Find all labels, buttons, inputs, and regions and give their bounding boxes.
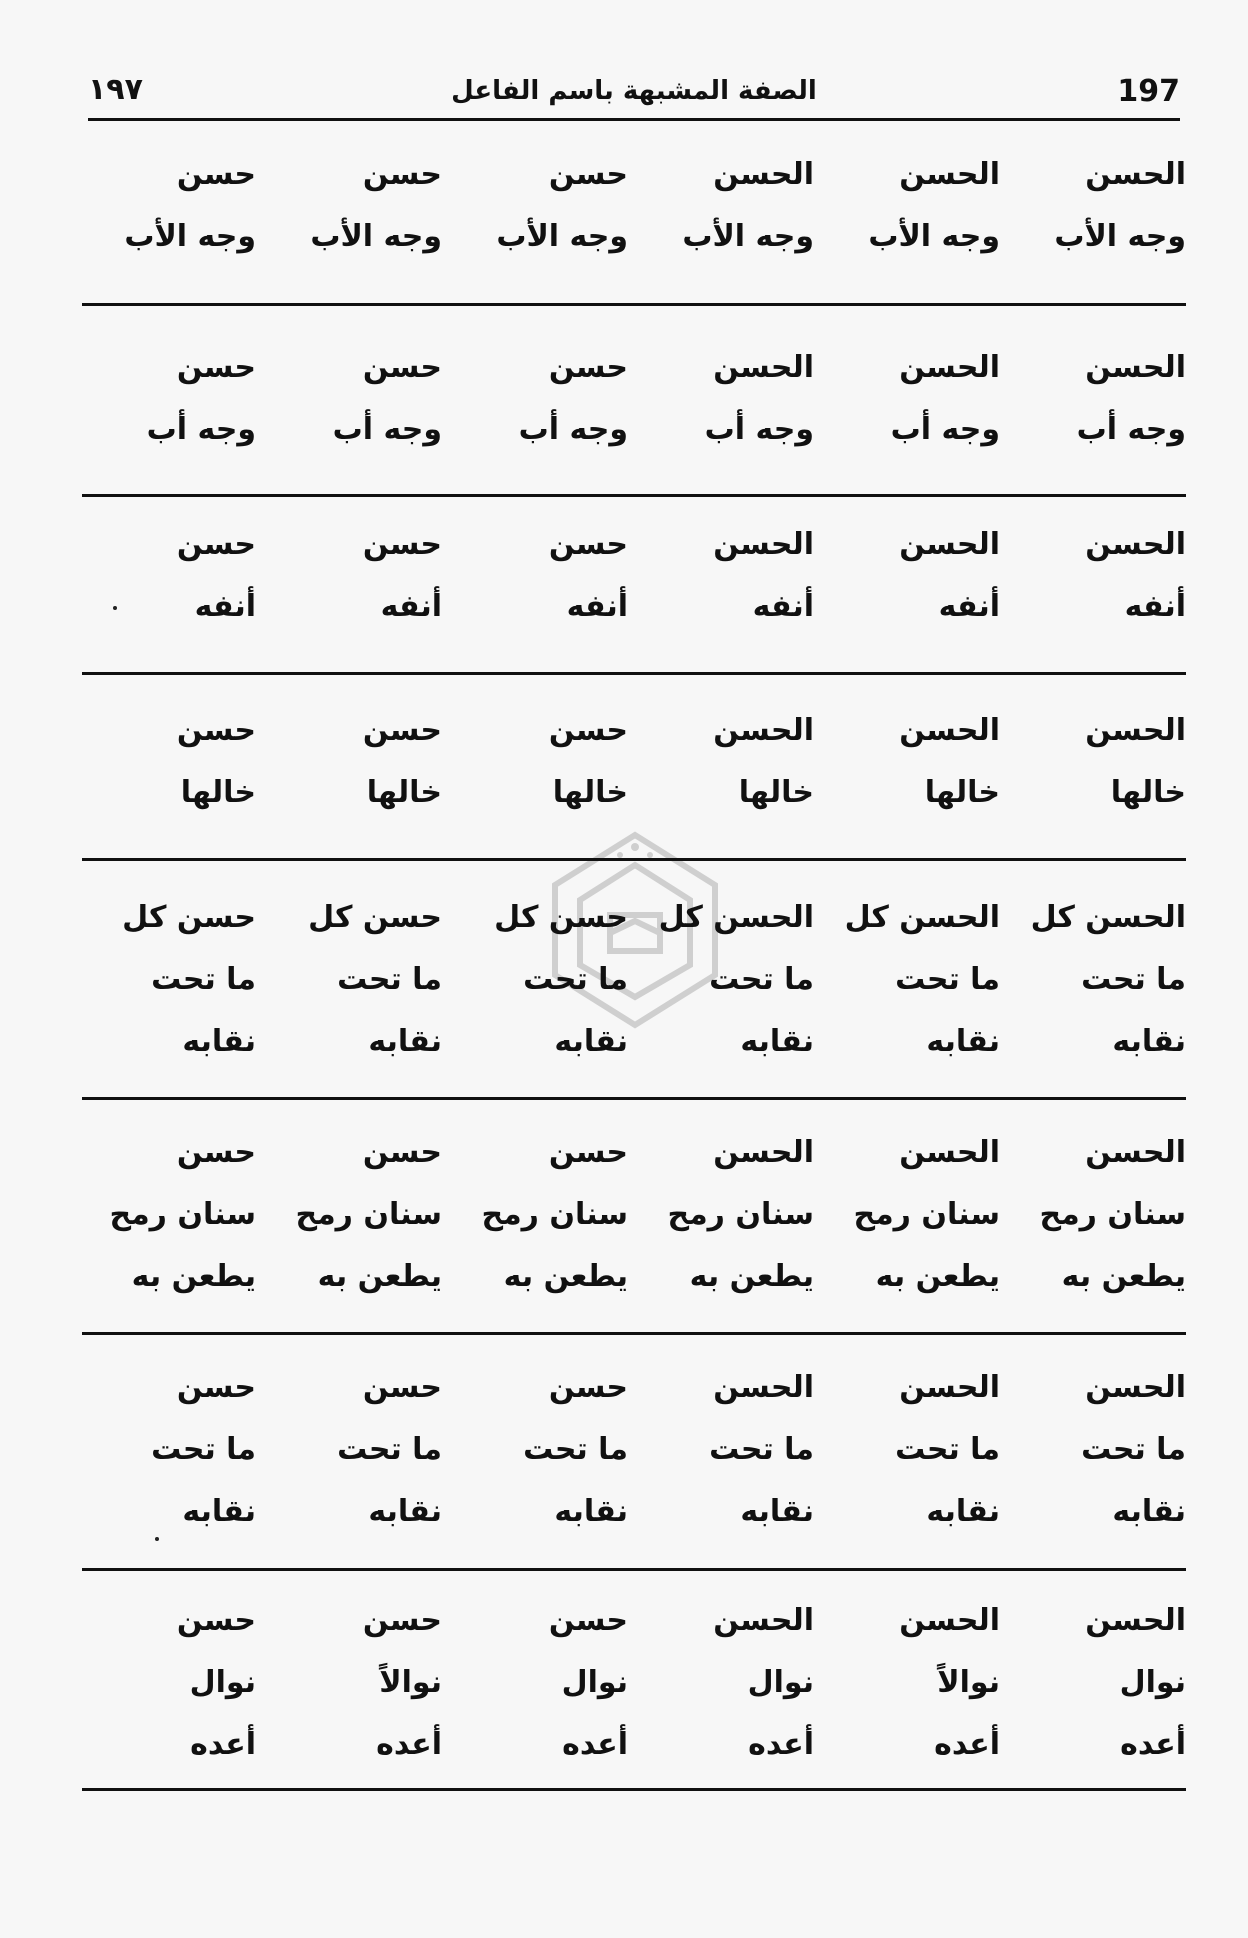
- cell-line: الحسن كل: [844, 900, 1000, 935]
- cell-line: يطعن به: [689, 1259, 814, 1294]
- cell-line: أعده: [562, 1727, 628, 1762]
- cell-line: أنفه: [752, 589, 814, 624]
- cell-line: خالها: [1110, 775, 1186, 810]
- cell-line: حسن: [548, 350, 628, 385]
- cell-line: وجه الأب: [682, 219, 814, 254]
- cell-line: نقابه: [740, 1024, 814, 1059]
- cell-line: حسن كل: [122, 900, 256, 935]
- cell-line: حسن: [176, 1370, 256, 1405]
- row-divider: [82, 494, 1186, 497]
- cell-line: نقابه: [182, 1494, 256, 1529]
- table-cell: [442, 1357, 628, 1543]
- cell-line: حسن كل: [308, 900, 442, 935]
- table-cell: [70, 514, 256, 638]
- table-cell: [814, 144, 1000, 268]
- table-cell: [442, 700, 628, 824]
- cell-line: نقابه: [1112, 1024, 1186, 1059]
- cell-line: ما تحت: [523, 1432, 628, 1467]
- table-cell: [70, 337, 256, 461]
- cell-line: ما تحت: [709, 1432, 814, 1467]
- table-cell: [256, 514, 442, 638]
- table-cell: [814, 700, 1000, 824]
- cell-line: وجه أب: [146, 412, 256, 447]
- cell-line: حسن كل: [494, 900, 628, 935]
- table-cell: [814, 514, 1000, 638]
- cell-line: الحسن كل: [658, 900, 814, 935]
- cell-line: وجه الأب: [868, 219, 1000, 254]
- table-cell: [70, 1590, 256, 1776]
- table-cell: [814, 337, 1000, 461]
- cell-line: حسن: [548, 1603, 628, 1638]
- table-cell: [1000, 1590, 1186, 1776]
- cell-line: نقابه: [368, 1494, 442, 1529]
- cell-line: سنان رمح: [109, 1197, 256, 1232]
- running-title: الصفة المشبهة باسم الفاعل: [451, 76, 817, 106]
- table-cell: [628, 144, 814, 268]
- cell-line: وجه الأب: [496, 219, 628, 254]
- table-cell: [814, 1590, 1000, 1776]
- cell-line: أعده: [1120, 1727, 1186, 1762]
- cell-line: حسن: [362, 713, 442, 748]
- cell-line: الحسن: [899, 157, 1000, 192]
- cell-line: نوال: [561, 1665, 628, 1700]
- table-cell: [70, 700, 256, 824]
- cell-line: الحسن: [1085, 1603, 1186, 1638]
- cell-line: حسن: [176, 1603, 256, 1638]
- cell-line: حسن: [176, 157, 256, 192]
- cell-line: حسن: [548, 713, 628, 748]
- table-group: [100, 1590, 1186, 1776]
- row-divider: [82, 1568, 1186, 1571]
- cell-line: الحسن: [713, 527, 814, 562]
- cell-line: خالها: [180, 775, 256, 810]
- table-group: [100, 144, 1186, 268]
- table-group: [100, 887, 1186, 1073]
- table-group: [100, 514, 1186, 638]
- cell-line: وجه أب: [518, 412, 628, 447]
- table-cell: [256, 144, 442, 268]
- table-cell: [628, 337, 814, 461]
- cell-line: الحسن: [899, 1135, 1000, 1170]
- cell-line: حسن: [548, 157, 628, 192]
- cell-line: نقابه: [554, 1024, 628, 1059]
- cell-line: يطعن به: [317, 1259, 442, 1294]
- cell-line: أعده: [934, 1727, 1000, 1762]
- table-cell: [1000, 700, 1186, 824]
- cell-line: ما تحت: [151, 962, 256, 997]
- cell-line: الحسن كل: [1030, 900, 1186, 935]
- cell-line: الحسن: [899, 1603, 1000, 1638]
- table-cell: [442, 887, 628, 1073]
- cell-line: حسن: [176, 713, 256, 748]
- row-divider: [82, 1332, 1186, 1335]
- cell-line: نقابه: [740, 1494, 814, 1529]
- cell-line: وجه أب: [1076, 412, 1186, 447]
- cell-line: ما تحت: [895, 962, 1000, 997]
- cell-line: أنفه: [1124, 589, 1186, 624]
- cell-line: ما تحت: [523, 962, 628, 997]
- cell-line: سنان رمح: [667, 1197, 814, 1232]
- page-header: [88, 70, 1180, 121]
- table-cell: [628, 700, 814, 824]
- cell-line: نوالاً: [937, 1665, 1000, 1700]
- cell-line: نوال: [189, 1665, 256, 1700]
- cell-line: حسن: [362, 1370, 442, 1405]
- table-cell: [814, 887, 1000, 1073]
- cell-line: نوال: [747, 1665, 814, 1700]
- table-group: [100, 1122, 1186, 1308]
- cell-line: وجه الأب: [1054, 219, 1186, 254]
- cell-line: ما تحت: [895, 1432, 1000, 1467]
- table-cell: [70, 1357, 256, 1543]
- cell-line: نقابه: [182, 1024, 256, 1059]
- cell-line: نقابه: [926, 1024, 1000, 1059]
- cell-line: حسن: [548, 1370, 628, 1405]
- cell-line: ما تحت: [337, 962, 442, 997]
- cell-line: ما تحت: [151, 1432, 256, 1467]
- cell-line: ما تحت: [709, 962, 814, 997]
- cell-line: أعده: [376, 1727, 442, 1762]
- table-cell: [256, 1122, 442, 1308]
- cell-line: يطعن به: [1061, 1259, 1186, 1294]
- cell-line: الحسن: [713, 1135, 814, 1170]
- cell-line: الحسن: [899, 1370, 1000, 1405]
- cell-line: سنان رمح: [481, 1197, 628, 1232]
- cell-line: حسن: [176, 527, 256, 562]
- cell-line: الحسن: [899, 350, 1000, 385]
- cell-line: حسن: [548, 1135, 628, 1170]
- table-group: [100, 1357, 1186, 1543]
- page-number-latin: 197: [1117, 74, 1180, 109]
- cell-line: الحسن: [1085, 157, 1186, 192]
- row-divider: [82, 858, 1186, 861]
- cell-line: حسن: [362, 157, 442, 192]
- cell-line: الحسن: [1085, 527, 1186, 562]
- row-divider: [82, 1788, 1186, 1791]
- cell-line: أنفه: [194, 589, 256, 624]
- cell-line: أعده: [190, 1727, 256, 1762]
- table-group: [100, 337, 1186, 461]
- row-divider: [82, 672, 1186, 675]
- table-cell: [256, 887, 442, 1073]
- table-cell: [628, 1357, 814, 1543]
- table-cell: [70, 1122, 256, 1308]
- cell-line: الحسن: [713, 157, 814, 192]
- cell-line: حسن: [362, 350, 442, 385]
- table-cell: [70, 144, 256, 268]
- cell-line: الحسن: [713, 1603, 814, 1638]
- table-cell: [1000, 514, 1186, 638]
- cell-line: سنان رمح: [853, 1197, 1000, 1232]
- table-cell: [256, 1357, 442, 1543]
- table-cell: [628, 1590, 814, 1776]
- cell-line: الحسن: [1085, 350, 1186, 385]
- cell-line: وجه الأب: [310, 219, 442, 254]
- table-cell: [814, 1357, 1000, 1543]
- table-cell: [256, 337, 442, 461]
- table-cell: [1000, 1122, 1186, 1308]
- cell-line: الحسن: [1085, 1370, 1186, 1405]
- cell-line: ما تحت: [1081, 1432, 1186, 1467]
- table-cell: [1000, 887, 1186, 1073]
- cell-line: نقابه: [554, 1494, 628, 1529]
- cell-line: يطعن به: [875, 1259, 1000, 1294]
- table-group: [100, 700, 1186, 824]
- cell-line: حسن: [362, 1135, 442, 1170]
- cell-line: وجه أب: [890, 412, 1000, 447]
- cell-line: حسن: [176, 1135, 256, 1170]
- table-cell: [814, 1122, 1000, 1308]
- table-cell: [442, 1590, 628, 1776]
- cell-line: سنان رمح: [295, 1197, 442, 1232]
- cell-line: الحسن: [713, 350, 814, 385]
- cell-line: أنفه: [938, 589, 1000, 624]
- cell-line: حسن: [548, 527, 628, 562]
- cell-line: حسن: [176, 350, 256, 385]
- row-divider: [82, 1097, 1186, 1100]
- cell-line: الحسن: [899, 527, 1000, 562]
- cell-line: حسن: [362, 1603, 442, 1638]
- cell-line: خالها: [552, 775, 628, 810]
- cell-line: سنان رمح: [1039, 1197, 1186, 1232]
- table-cell: [442, 514, 628, 638]
- table-cell: [256, 1590, 442, 1776]
- table-cell: [628, 887, 814, 1073]
- cell-line: الحسن: [899, 713, 1000, 748]
- cell-line: ما تحت: [337, 1432, 442, 1467]
- table-cell: [628, 514, 814, 638]
- table-cell: [442, 337, 628, 461]
- cell-line: خالها: [366, 775, 442, 810]
- cell-line: خالها: [924, 775, 1000, 810]
- table-cell: [70, 887, 256, 1073]
- cell-line: نوال: [1119, 1665, 1186, 1700]
- table-cell: [442, 1122, 628, 1308]
- cell-line: أنفه: [566, 589, 628, 624]
- cell-line: وجه أب: [704, 412, 814, 447]
- cell-line: وجه أب: [332, 412, 442, 447]
- table-cell: [628, 1122, 814, 1308]
- page-number-arabic: ١٩٧: [88, 72, 143, 107]
- cell-line: أعده: [748, 1727, 814, 1762]
- cell-line: حسن: [362, 527, 442, 562]
- cell-line: نوالاً: [379, 1665, 442, 1700]
- cell-line: وجه الأب: [124, 219, 256, 254]
- table-cell: [1000, 1357, 1186, 1543]
- table-cell: [1000, 144, 1186, 268]
- cell-line: الحسن: [1085, 1135, 1186, 1170]
- table-cell: [1000, 337, 1186, 461]
- cell-line: يطعن به: [131, 1259, 256, 1294]
- cell-line: نقابه: [926, 1494, 1000, 1529]
- cell-line: أنفه: [380, 589, 442, 624]
- cell-line: يطعن به: [503, 1259, 628, 1294]
- cell-line: نقابه: [368, 1024, 442, 1059]
- cell-line: ما تحت: [1081, 962, 1186, 997]
- cell-line: نقابه: [1112, 1494, 1186, 1529]
- table-cell: [256, 700, 442, 824]
- cell-line: الحسن: [713, 1370, 814, 1405]
- cell-line: الحسن: [1085, 713, 1186, 748]
- cell-line: الحسن: [713, 713, 814, 748]
- row-divider: [82, 303, 1186, 306]
- table-cell: [442, 144, 628, 268]
- cell-line: خالها: [738, 775, 814, 810]
